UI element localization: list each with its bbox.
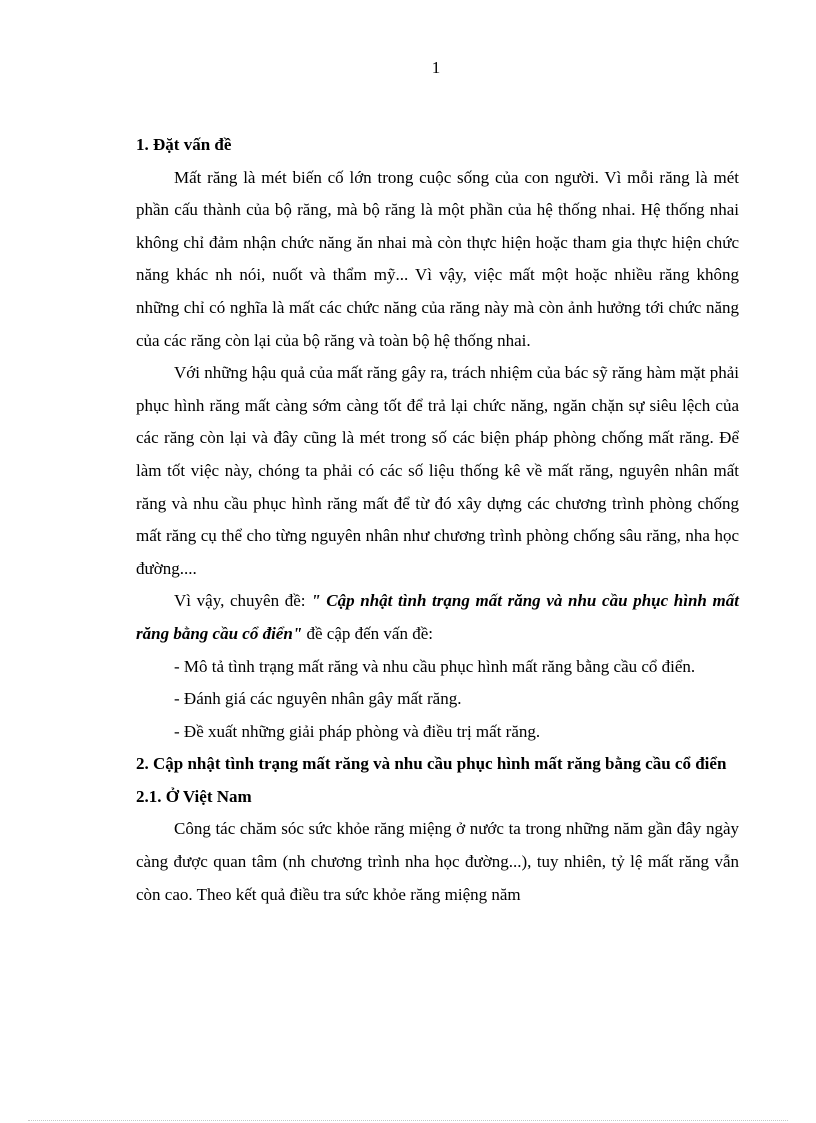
bullet-item: - Mô tả tình trạng mất răng và nhu cầu phục hình mất răng bằng cầu cổ điển. [174,656,696,676]
document-body [136,129,739,911]
bullet-item: - Đề xuất những giải pháp phòng và điều trị mất răng. [174,721,541,741]
section-2-1-heading: 2.1. Ở Việt Nam [136,786,252,806]
paragraph-3-intro: Vì vậy, chuyên đề: [174,591,312,611]
topic-title: " Cập nhật tình trạng mất răng và nhu cầu phục hình mất răng bằng cầu cổ điển" [136,591,739,643]
bullet-item: - Đánh giá các nguyên nhân gây mất răng. [174,689,462,709]
section-1-paragraph-1: Mất răng là mét biến cố lớn trong cuộc sống của con người. Vì mỗi răng là mét phần cấu thành của bộ răng, mà bộ răng là một phần của hệ thống nhai. Hệ thống nhai không chỉ đảm nhận chức năng ăn nhai mà còn thực hiện hoặc tham gia thực hiện chức năng khác nh nói, nuốt và thẩm mỹ... Vì vậy, việc mất một hoặc nhiều răng không những chỉ có nghĩa là mất các chức năng của răng này mà còn ảnh hưởng tới chức năng của các răng còn lại của bộ răng và toàn bộ hệ thống nhai. [136,167,739,350]
section-1-paragraph-3 [136,585,739,650]
page-footer-divider [28,1120,788,1121]
section-1-heading: 1. Đặt vấn đề [136,135,232,154]
page-number: 1 [431,58,441,77]
paragraph-3-outro: đề cập đến vấn đề: [302,623,433,643]
section-1-paragraph-2: Với những hậu quả của mất răng gây ra, trách nhiệm của bác sỹ răng hàm mặt phải phục hình răng mất càng sớm càng tốt để trả lại chức năng, ngăn chặn sự siêu lệch của các răng còn lại và đây cũng là mét trong số các biện pháp phòng chống mất răng. Để làm tốt việc này, chóng ta phải có các số liệu thống kê về mất răng, nguyên nhân mất răng và nhu cầu phục hình răng mất để từ đó xây dựng các chương trình phòng chống mất răng cụ thể cho từng nguyên nhân như chương trình phòng chống sâu răng, nha học đường.... [136,363,739,578]
section-2-1-paragraph-1: Công tác chăm sóc sức khỏe răng miệng ở nước ta trong những năm gần đây ngày càng được quan tâm (nh chương trình nha học đường...), tuy nhiên, tỷ lệ mất răng vẫn còn cao. Theo kết quả điều tra sức khỏe răng miệng năm [136,819,739,904]
section-2-heading: 2. Cập nhật tình trạng mất răng và nhu cầu phục hình mất răng bằng cầu cổ điển [136,754,727,774]
